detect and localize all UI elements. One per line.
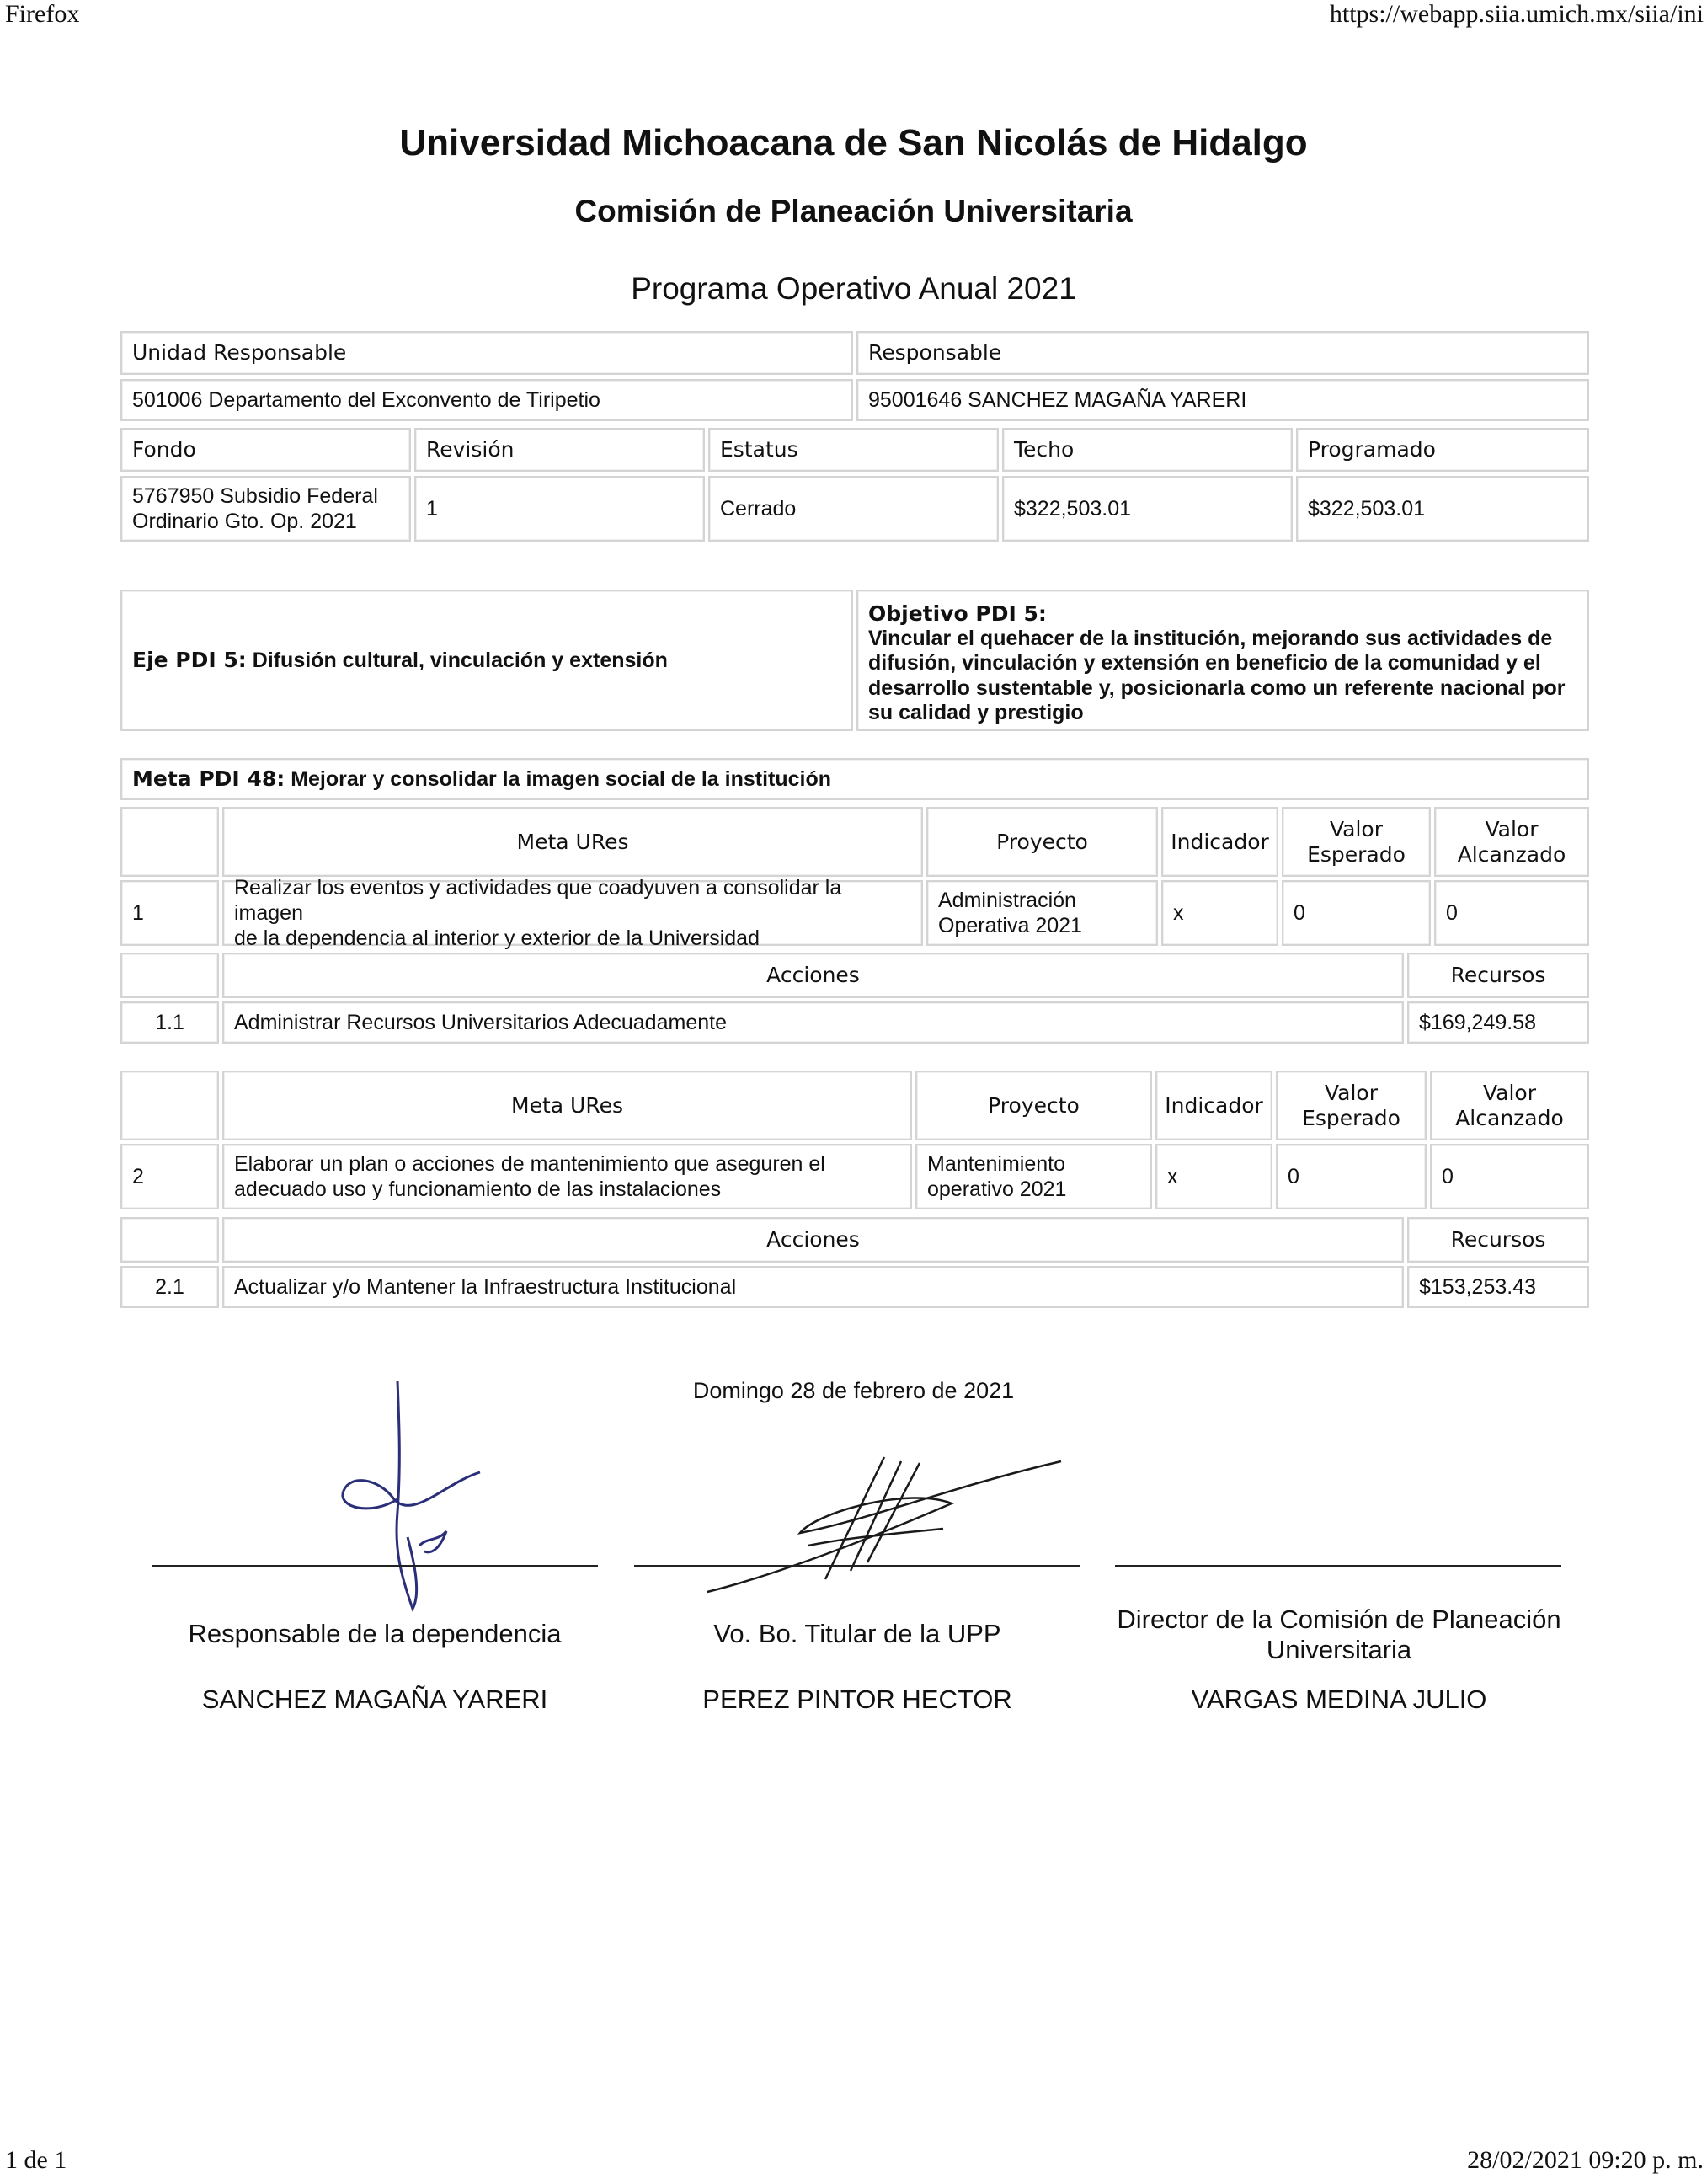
valor-alcanzado-line1: Valor	[1485, 816, 1539, 841]
signature-1-graphic	[320, 1373, 522, 1617]
responsable-value: 95001646 SANCHEZ MAGAÑA YARERI	[856, 379, 1589, 421]
accion-num: 1.1	[120, 1001, 219, 1044]
meta-pdi-cell	[120, 758, 1589, 800]
goal-description	[222, 876, 923, 950]
valor-alcanzado-header	[1434, 807, 1589, 877]
fondo-value	[120, 476, 411, 542]
eje-cell	[120, 590, 853, 731]
revision-label: Revisión	[414, 428, 705, 472]
fondo-label: Fondo	[120, 428, 411, 472]
goal-num: 1	[120, 880, 219, 946]
objetivo-text: Vincular el quehacer de la institución, mejorando sus actividades de difusión, vinculación y extensión en beneficio de la comunidad y el desarrollo sustentable y, posicionarla como un referente nacional por su calidad y prestigio	[868, 626, 1566, 724]
goal-description	[222, 1144, 912, 1209]
revision-value: 1	[414, 476, 705, 542]
goal-indicador: x	[1161, 880, 1278, 946]
unidad-label: Unidad Responsable	[120, 331, 853, 375]
signature-name-2: PEREZ PINTOR HECTOR	[702, 1685, 1012, 1714]
goal-proyecto-line1: Mantenimiento	[927, 1152, 1065, 1176]
acciones-num-header	[120, 1217, 219, 1263]
signature-line-2	[634, 1565, 1080, 1567]
fondo-value-line2: Ordinario Gto. Op. 2021	[132, 510, 357, 533]
proyecto-header: Proyecto	[915, 1071, 1152, 1140]
goal-num-header	[120, 807, 219, 877]
responsable-label: Responsable	[856, 331, 1589, 375]
print-header	[0, 0, 1707, 34]
signature-line-3	[1115, 1565, 1561, 1567]
valor-esperado-line1: Valor	[1324, 1080, 1378, 1105]
fondo-value-line1: 5767950 Subsidio Federal	[132, 484, 378, 508]
estatus-value: Cerrado	[708, 476, 999, 542]
valor-alcanzado-line1: Valor	[1482, 1080, 1536, 1105]
signature-line-1	[152, 1565, 598, 1567]
goal-desc-line1: Elaborar un plan o acciones de mantenimiento que aseguren el	[234, 1152, 825, 1176]
meta-pdi-text: Mejorar y consolidar la imagen social de la institución	[291, 767, 832, 791]
acciones-num-header	[120, 953, 219, 998]
goal-desc-line2: de la dependencia al interior y exterior de la Universidad	[234, 926, 760, 950]
goal-num: 2	[120, 1144, 219, 1209]
university-title: Universidad Michoacana de San Nicolás de Hidalgo	[399, 122, 1308, 163]
unidad-value: 501006 Departamento del Exconvento de Tiripetio	[120, 379, 853, 421]
goal-proyecto	[926, 880, 1158, 946]
signature-name-1: SANCHEZ MAGAÑA YARERI	[201, 1685, 548, 1714]
valor-alcanzado-header	[1430, 1071, 1589, 1140]
accion-text: Administrar Recursos Universitarios Adecuadamente	[222, 1001, 1404, 1044]
valor-alcanzado-line2: Alcanzado	[1455, 1105, 1564, 1130]
meta-ures-header: Meta URes	[222, 807, 923, 877]
goal-proyecto	[915, 1144, 1152, 1209]
signature-role-2: Vo. Bo. Titular de la UPP	[713, 1619, 1001, 1648]
signature-2-graphic	[699, 1453, 1070, 1596]
signature-name-3: VARGAS MEDINA JULIO	[1191, 1685, 1487, 1714]
valor-esperado-line2: Esperado	[1302, 1105, 1400, 1130]
objetivo-label: Objetivo PDI 5:	[868, 601, 1047, 626]
valor-esperado-header	[1282, 807, 1431, 877]
objetivo-cell	[856, 590, 1589, 731]
goal-proyecto-line2: operativo 2021	[927, 1177, 1067, 1201]
goal-num-header	[120, 1071, 219, 1140]
valor-esperado-line1: Valor	[1329, 816, 1383, 841]
browser-app-label: Firefox	[5, 0, 80, 28]
techo-value: $322,503.01	[1002, 476, 1293, 542]
goal-esperado: 0	[1276, 1144, 1427, 1209]
valor-esperado-header	[1276, 1071, 1427, 1140]
eje-label: Eje PDI 5:	[132, 648, 247, 672]
goal-proyecto-line1: Administración	[938, 889, 1076, 912]
print-timestamp: 28/02/2021 09:20 p. m.	[1467, 2146, 1704, 2174]
program-title: Programa Operativo Anual 2021	[631, 271, 1076, 306]
signature-role-1: Responsable de la dependencia	[188, 1619, 562, 1648]
accion-recurso: $169,249.58	[1407, 1001, 1589, 1044]
goal-esperado: 0	[1282, 880, 1431, 946]
estatus-label: Estatus	[708, 428, 999, 472]
signature-role-3	[1095, 1605, 1583, 1664]
commission-title: Comisión de Planeación Universitaria	[574, 194, 1133, 228]
meta-pdi-label: Meta PDI 48:	[132, 766, 285, 791]
goal-indicador: x	[1155, 1144, 1272, 1209]
indicador-header: Indicador	[1155, 1071, 1272, 1140]
programado-value: $322,503.01	[1296, 476, 1589, 542]
techo-label: Techo	[1002, 428, 1293, 472]
goal-proyecto-line2: Operativa 2021	[938, 914, 1082, 937]
page-counter: 1 de 1	[5, 2146, 67, 2174]
meta-ures-header: Meta URes	[222, 1071, 912, 1140]
accion-num: 2.1	[120, 1266, 219, 1308]
goal-alcanzado: 0	[1434, 880, 1589, 946]
acciones-header: Acciones	[222, 953, 1404, 998]
goal-desc-line2: adecuado uso y funcionamiento de las instalaciones	[234, 1177, 722, 1201]
goal-alcanzado: 0	[1430, 1144, 1589, 1209]
document-date: Domingo 28 de febrero de 2021	[692, 1378, 1015, 1403]
programado-label: Programado	[1296, 428, 1589, 472]
valor-alcanzado-line2: Alcanzado	[1457, 841, 1566, 867]
signature-role-3-line2: Universitaria	[1266, 1634, 1412, 1664]
acciones-header: Acciones	[222, 1217, 1404, 1263]
page-url[interactable]: https://webapp.siia.umich.mx/siia/ini	[1329, 0, 1704, 28]
eje-text: Difusión cultural, vinculación y extensión	[252, 649, 668, 672]
indicador-header: Indicador	[1161, 807, 1278, 877]
accion-text: Actualizar y/o Mantener la Infraestructura Institucional	[222, 1266, 1404, 1308]
goal-desc-line1: Realizar los eventos y actividades que coadyuven a consolidar la imagen	[234, 876, 842, 925]
signature-role-3-line1: Director de la Comisión de Planeación	[1117, 1605, 1561, 1634]
accion-recurso: $153,253.43	[1407, 1266, 1589, 1308]
recursos-header: Recursos	[1407, 1217, 1589, 1263]
print-footer	[0, 2146, 1707, 2180]
valor-esperado-line2: Esperado	[1307, 841, 1406, 867]
recursos-header: Recursos	[1407, 953, 1589, 998]
proyecto-header: Proyecto	[926, 807, 1158, 877]
